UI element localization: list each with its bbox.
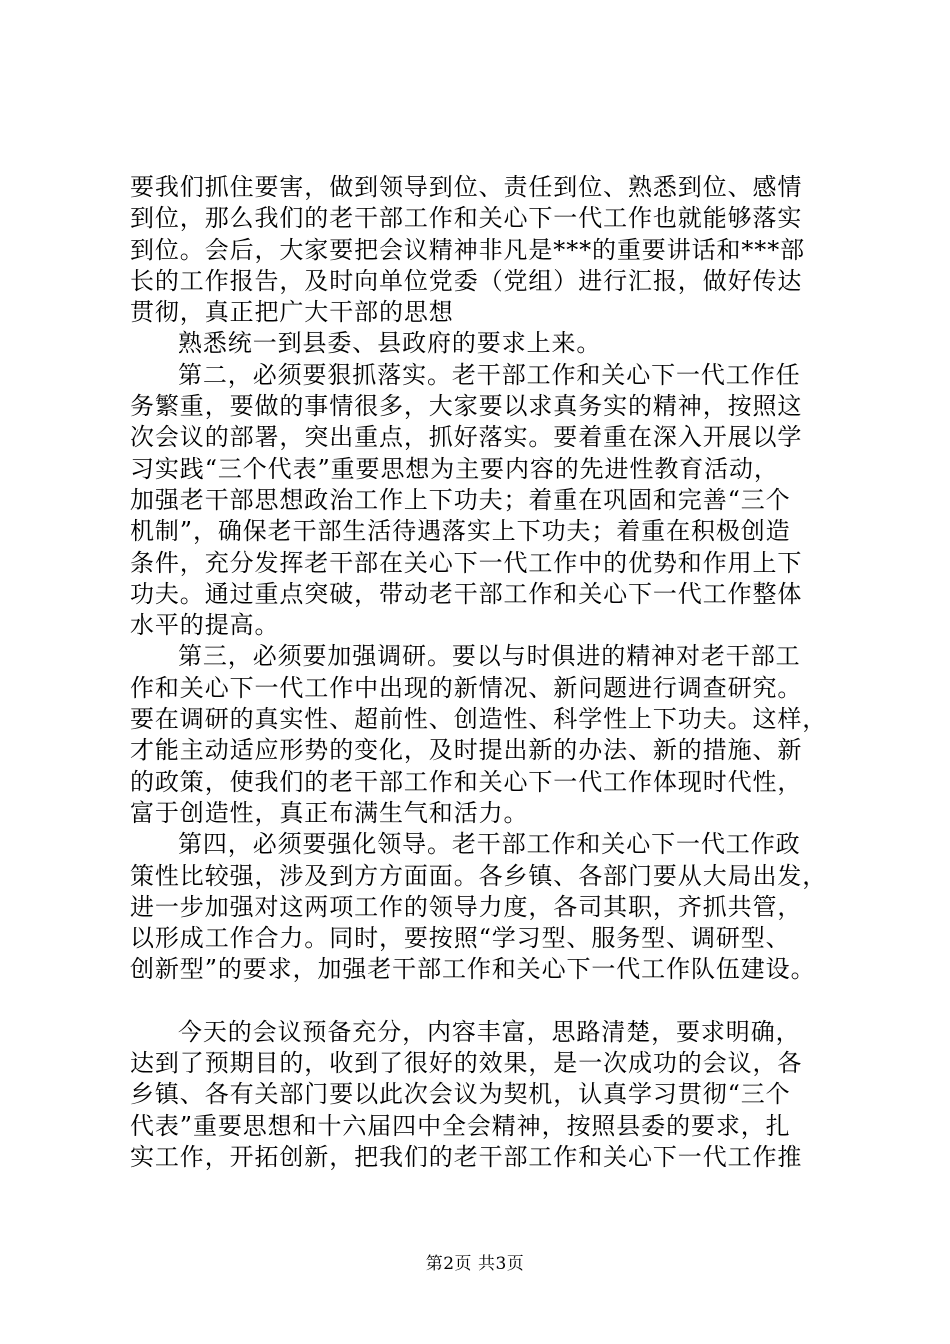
text-line: 功夫。通过重点突破，带动老干部工作和关心下一代工作整体 [130, 579, 803, 608]
text-line: 熟悉统一到县委、县政府的要求上来。 [178, 329, 602, 358]
text-line: 策性比较强，涉及到方方面面。各乡镇、各部门要从大局出发， [130, 861, 828, 890]
text-line: 乡镇、各有关部门要以此次会议为契机，认真学习贯彻“三个 [130, 1080, 791, 1109]
text-line: 水平的提高。 [130, 611, 280, 640]
paragraph-start-line: 第三，必须要加强调研。要以与时俱进的精神对老干部工 [178, 642, 801, 671]
text-line: 长的工作报告，及时向单位党委（党组）进行汇报，做好传达 [130, 266, 803, 295]
paragraph-start-line: 今天的会议预备充分，内容丰富，思路清楚，要求明确， [178, 1017, 801, 1046]
text-line: 条件，充分发挥老干部在关心下一代工作中的优势和作用上下 [130, 548, 803, 577]
text-line: 机制”，确保老干部生活待遇落实上下功夫；着重在积极创造 [130, 517, 791, 546]
text-line: 代表”重要思想和十六届四中全会精神，按照县委的要求，扎 [130, 1111, 791, 1140]
page-number-footer: 第2页 共3页 [425, 1254, 525, 1274]
text-line: 富于创造性，真正布满生气和活力。 [130, 798, 529, 827]
text-line: 达到了预期目的，收到了很好的效果，是一次成功的会议，各 [130, 1049, 803, 1078]
paragraph-gap [130, 986, 830, 1017]
paragraph-start-line: 第四，必须要强化领导。老干部工作和关心下一代工作政 [178, 830, 801, 859]
text-line: 的政策，使我们的老干部工作和关心下一代工作体现时代性， [130, 767, 803, 796]
document-body [130, 172, 830, 1173]
text-line: 作和关心下一代工作中出现的新情况、新问题进行调查研究。 [130, 673, 803, 702]
text-line: 创新型”的要求，加强老干部工作和关心下一代工作队伍建设。 [130, 955, 816, 984]
text-line: 习实践“三个代表”重要思想为主要内容的先进性教育活动， [130, 454, 779, 483]
text-line: 以形成工作合力。同时，要按照“学习型、服务型、调研型、 [130, 924, 791, 953]
text-line: 要我们抓住要害，做到领导到位、责任到位、熟悉到位、感情 [130, 173, 803, 201]
text-line: 加强老干部思想政治工作上下功夫；着重在巩固和完善“三个 [130, 485, 791, 514]
paragraph-start-line: 第二，必须要狠抓落实。老干部工作和关心下一代工作任 [178, 360, 801, 389]
text-line: 次会议的部署，突出重点，抓好落实。要着重在深入开展以学 [130, 423, 803, 452]
text-line: 到位，那么我们的老干部工作和关心下一代工作也就能够落实 [130, 204, 803, 233]
text-line: 贯彻，真正把广大干部的思想 [130, 298, 454, 327]
text-line: 务繁重，要做的事情很多，大家要以求真务实的精神，按照这 [130, 392, 803, 421]
text-line: 进一步加强对这两项工作的领导力度，各司其职，齐抓共管， [130, 892, 803, 921]
text-line: 实工作，开拓创新，把我们的老干部工作和关心下一代工作推 [130, 1142, 803, 1171]
text-line: 要在调研的真实性、超前性、创造性、科学性上下功夫。这样， [130, 705, 828, 734]
text-line: 才能主动适应形势的变化，及时提出新的办法、新的措施、新 [130, 736, 803, 765]
text-line: 到位。会后，大家要把会议精神非凡是***的重要讲话和***部 [130, 235, 805, 264]
